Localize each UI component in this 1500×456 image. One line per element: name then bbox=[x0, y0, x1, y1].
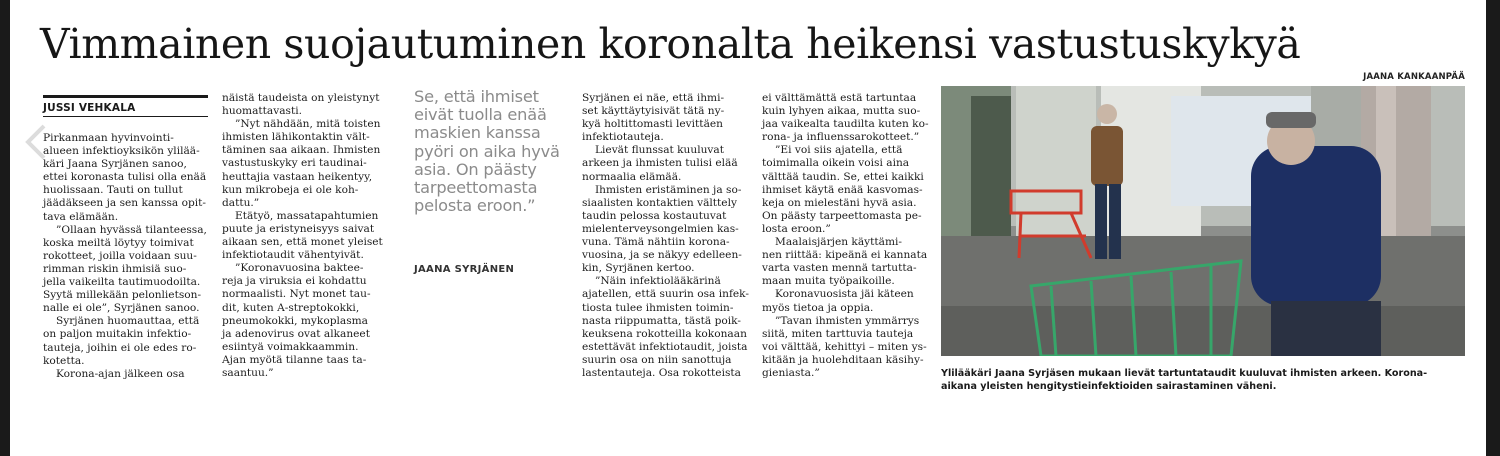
column-line: lastentauteja. Osa rokotteista bbox=[582, 366, 741, 379]
column-line: kotetta. bbox=[43, 354, 85, 367]
column-line: kyä holtittomasti levittäen bbox=[582, 118, 723, 131]
column-line: kuin lyhyen aikaa, mutta suo- bbox=[762, 105, 921, 118]
column-line: arkeen ja ihmisten tulisi elää bbox=[582, 157, 738, 170]
viewer-frame-left bbox=[0, 0, 10, 456]
column-line: ihmisten lähikontaktin vält- bbox=[222, 131, 370, 144]
article-column-1 bbox=[43, 132, 209, 381]
column-line: saantuu.” bbox=[222, 366, 274, 379]
column-line: pneumokokki, mykoplasma bbox=[222, 314, 368, 327]
column-line: taudin pelossa kostautuvat bbox=[582, 209, 727, 222]
column-line: siitä, miten tarttuvia tauteja bbox=[762, 327, 914, 340]
column-line: ”Ollaan hyvässä tilanteessa, bbox=[56, 223, 207, 236]
column-line: jella vaikeilta tautimuodoilta. bbox=[43, 276, 201, 289]
column-line: rona- ja influenssarokotteet.” bbox=[762, 131, 920, 144]
column-line: normaalisti. Nyt monet tau- bbox=[222, 288, 371, 301]
column-line: Ihmisten eristäminen ja so- bbox=[595, 183, 742, 196]
article-column-3 bbox=[582, 92, 750, 380]
column-line: Koronavuosista jäi käteen bbox=[775, 288, 914, 301]
column-line: Etätyö, massatapahtumien bbox=[235, 209, 379, 222]
column-line: esiintyä voimakkaammin. bbox=[222, 340, 359, 353]
article-column-4 bbox=[762, 92, 930, 380]
column-line: rimman riskin ihmisiä suo- bbox=[43, 262, 187, 275]
column-line: Lievät flunssat kuuluvat bbox=[595, 144, 724, 157]
column-line: koska meiltä löytyy toimivat bbox=[43, 236, 194, 249]
column-line: tiosta tulee ihmisten toimin- bbox=[582, 301, 734, 314]
column-line: nen riittää: kipeänä ei kannata bbox=[762, 249, 928, 262]
column-line: ettei koronasta tulisi olla enää bbox=[43, 171, 207, 184]
column-line: vuosina, ja se näkyy edelleen- bbox=[582, 249, 742, 262]
column-line: ”Ei voi siis ajatella, että bbox=[775, 144, 903, 157]
column-line: myös tietoa ja oppia. bbox=[762, 301, 874, 314]
column-line: vuna. Tämä nähtiin korona- bbox=[582, 236, 730, 249]
column-line: puute ja eristyneisyys saivat bbox=[222, 222, 375, 235]
column-line: nasta riippumatta, tästä poik- bbox=[582, 314, 741, 327]
pull-quote: Se, että ihmiset eivät tuolla enää maskien kanssa pyöri on aika hyvä asia. On päästy tarpeettomasta pelosta eroon.” bbox=[414, 87, 560, 216]
column-line: keuksena rokotteilla kokonaan bbox=[582, 327, 747, 340]
article-column-2 bbox=[222, 92, 390, 380]
column-line: vastustuskyky eri taudinai- bbox=[222, 157, 367, 170]
column-line: dit, kuten A-streptokokki, bbox=[222, 301, 360, 314]
column-line: voi välttää, kehittyi – miten ys- bbox=[762, 340, 927, 353]
column-line: ja adenovirus ovat alkaneet bbox=[222, 327, 370, 340]
column-line: ”Koronavuosina baktee- bbox=[235, 262, 364, 275]
column-line: tava elämään. bbox=[43, 210, 119, 223]
column-line: kitään ja huolehditaan käsihy- bbox=[762, 353, 924, 366]
column-line: nalle ei ole”, Syrjänen sanoo. bbox=[43, 302, 200, 315]
column-line: ”Näin infektiolääkärinä bbox=[595, 275, 721, 288]
column-line: aikaan sen, että monet yleiset bbox=[222, 236, 383, 249]
column-line: varta vasten mennä tartutta- bbox=[762, 262, 917, 275]
column-line: on paljon muitakin infektio- bbox=[43, 328, 192, 341]
column-line: estettävät infektiotaudit, joista bbox=[582, 340, 748, 353]
column-line: gieniasta.” bbox=[762, 366, 820, 379]
column-line: kin, Syrjänen kertoo. bbox=[582, 262, 695, 275]
column-line: ei välttämättä estä tartuntaa bbox=[762, 92, 917, 104]
man-left bbox=[1091, 104, 1123, 259]
column-line: käri Jaana Syrjänen sanoo, bbox=[43, 158, 187, 171]
column-line: infektiotauteja. bbox=[582, 131, 664, 144]
photo-caption: Ylilääkäri Jaana Syrjäsen mukaan lievät tartuntataudit kuuluvat ihmisten arkeen. Korona-aikana yleisten hengitystieinfektioiden sairastaminen väheni. bbox=[941, 368, 1428, 392]
previous-page-arrow-icon[interactable] bbox=[16, 122, 56, 162]
column-line: Syytä millekään pelonlietson- bbox=[43, 289, 202, 302]
column-line: jaa vaikealta taudilta kuten ko- bbox=[762, 118, 929, 131]
column-line: On päästy tarpeettomasta pe- bbox=[762, 209, 922, 222]
photo-credit: JAANA KANKAANPÄÄ bbox=[1363, 72, 1465, 82]
article-photo bbox=[941, 86, 1465, 356]
column-line: Pirkanmaan hyvinvointi- bbox=[43, 132, 174, 144]
column-line: Maalaisjärjen käyttämi- bbox=[775, 236, 902, 249]
column-line: jäädäkseen ja sen kanssa opit- bbox=[43, 197, 206, 210]
column-line: Syrjänen huomauttaa, että bbox=[56, 315, 200, 328]
column-line: mielenterveysongelmien kas- bbox=[582, 222, 739, 235]
column-line: keja on mielestäni hyvä asia. bbox=[762, 196, 917, 209]
column-line: alueen infektioyksikön ylilää- bbox=[43, 145, 200, 158]
column-line: ”Nyt nähdään, mitä toisten bbox=[235, 118, 381, 131]
column-line: välttää taudin. Se, ettei kaikki bbox=[762, 170, 924, 183]
pull-quote-author: JAANA SYRJÄNEN bbox=[414, 264, 515, 275]
column-line: suurin osa on niin sanottuja bbox=[582, 353, 732, 366]
column-line: näistä taudeista on yleistynyt bbox=[222, 92, 380, 104]
column-line: huomattavasti. bbox=[222, 105, 302, 118]
article-headline: Vimmainen suojautuminen koronalta heikensi vastustuskykyä bbox=[40, 20, 1301, 68]
column-line: kun mikrobeja ei ole koh- bbox=[222, 183, 359, 196]
column-line: normaalia elämää. bbox=[582, 170, 682, 183]
column-line: maan muita työpaikoille. bbox=[762, 275, 895, 288]
column-line: set käyttäytyisivät tätä ny- bbox=[582, 105, 725, 118]
column-line: Ajan myötä tilanne taas ta- bbox=[222, 353, 367, 366]
byline-bar bbox=[43, 95, 208, 98]
column-line: reja ja viruksia ei kohdattu bbox=[222, 275, 367, 288]
byline-rule bbox=[43, 116, 208, 117]
viewer-frame-right bbox=[1486, 0, 1500, 456]
column-line: Syrjänen ei näe, että ihmi- bbox=[582, 92, 725, 104]
column-line: siaalisten kontaktien välttely bbox=[582, 196, 737, 209]
article-byline: JUSSI VEHKALA bbox=[43, 102, 136, 114]
column-line: infektiotaudit vähentyivät. bbox=[222, 249, 364, 262]
column-line: täminen saa aikaan. Ihmisten bbox=[222, 144, 381, 157]
column-line: huolissaan. Tauti on tullut bbox=[43, 184, 183, 197]
column-line: rokotteet, joilla voidaan suu- bbox=[43, 249, 197, 262]
column-line: heuttajia vastaan heikentyy, bbox=[222, 170, 373, 183]
column-line: ”Tavan ihmisten ymmärrys bbox=[775, 314, 920, 327]
column-line: ajatellen, että suurin osa infek- bbox=[582, 288, 749, 301]
column-line: dattu.” bbox=[222, 196, 260, 209]
column-line: ihmiset käytä enää kasvomas- bbox=[762, 183, 923, 196]
column-line: tauteja, joihin ei ole edes ro- bbox=[43, 341, 197, 354]
column-line: toimimalla oikein voisi aina bbox=[762, 157, 910, 170]
column-line: Korona-ajan jälkeen osa bbox=[56, 367, 185, 380]
column-line: losta eroon.” bbox=[762, 222, 831, 235]
